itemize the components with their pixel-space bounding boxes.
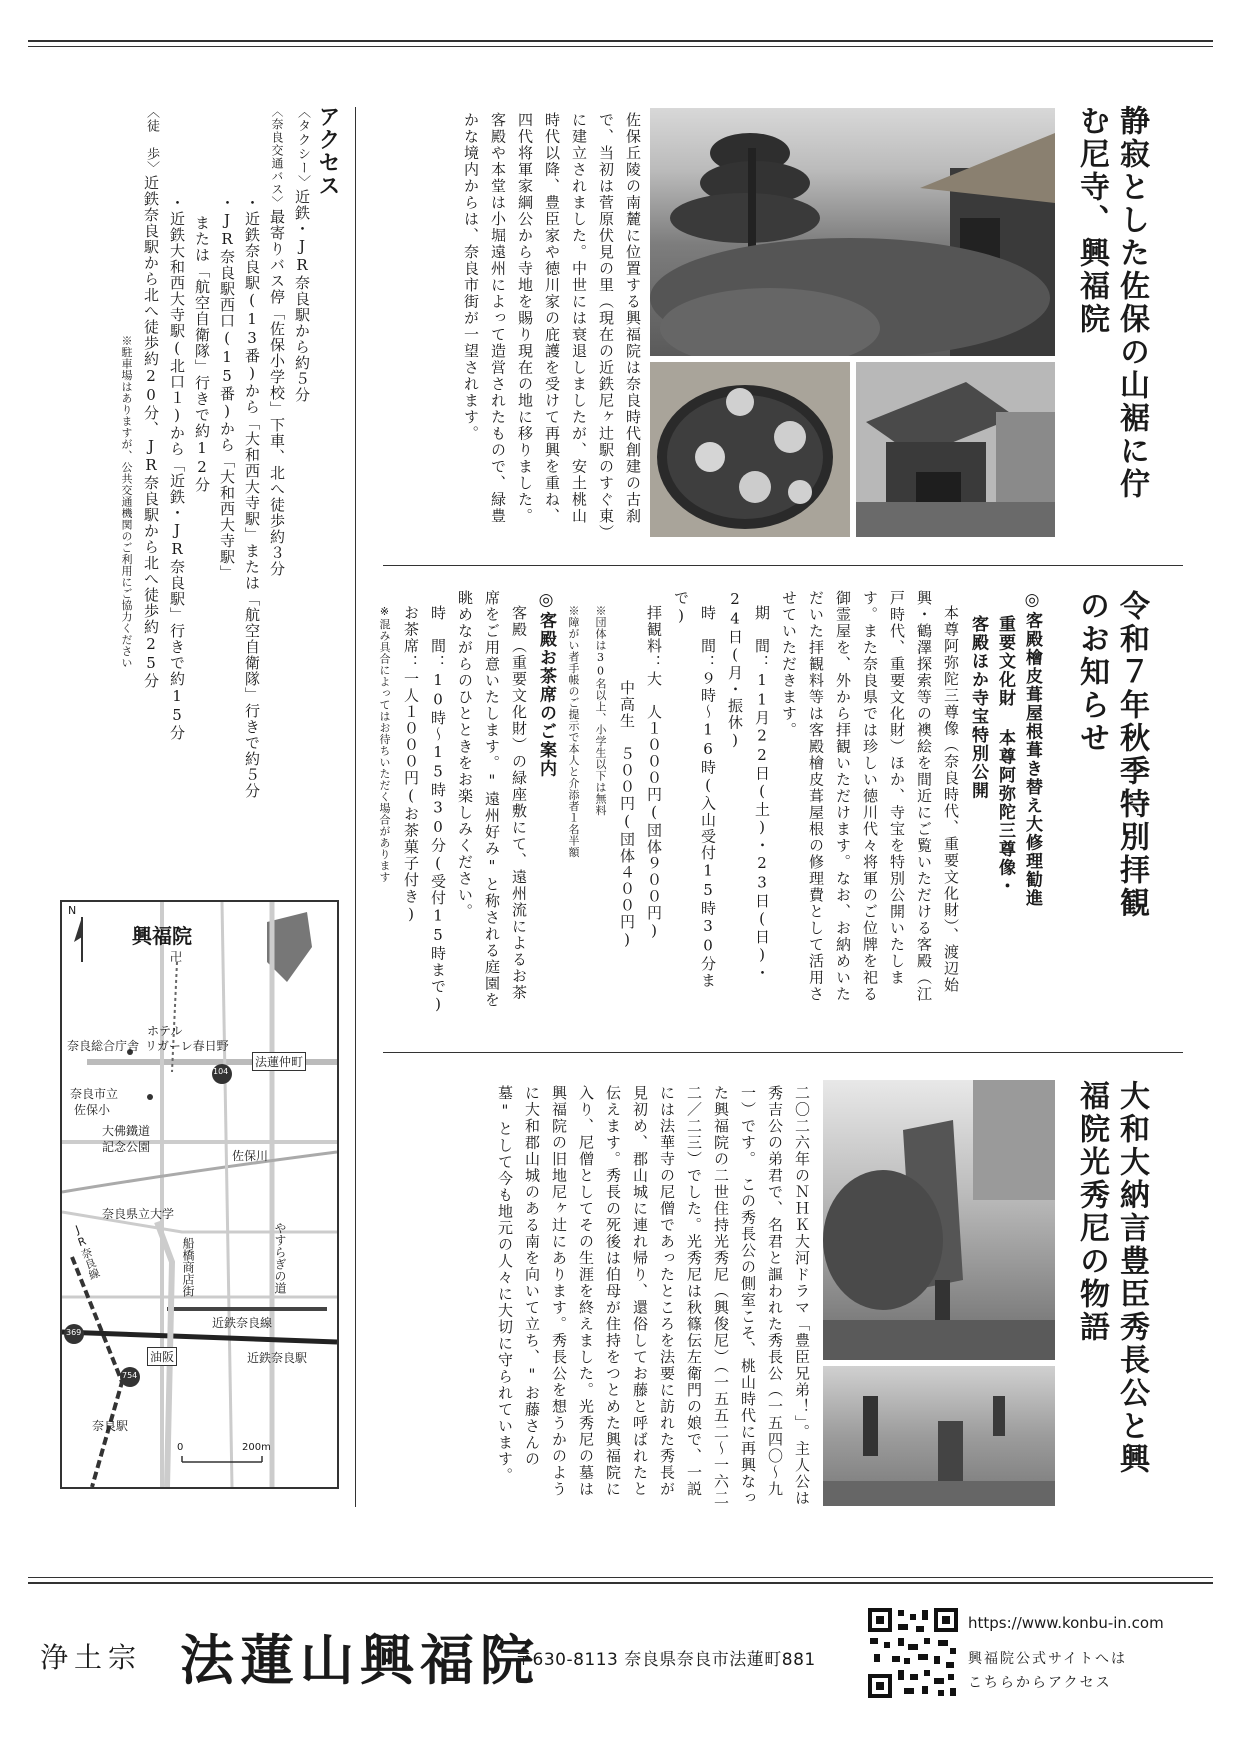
map-sahogawa: 佐保川 xyxy=(232,1149,269,1163)
garden-photo xyxy=(650,108,1055,356)
section2-fee-student: 中高生 ５００円(団体４００円) xyxy=(618,680,636,950)
map-funahashi: 船橋商店街 xyxy=(181,1237,195,1297)
qr-code[interactable] xyxy=(868,1608,958,1698)
map-road754: 754 xyxy=(122,1371,138,1380)
cemetery-photo xyxy=(823,1366,1055,1506)
map-drawing xyxy=(62,902,337,1487)
access-bus-label: 〈奈良交通バス〉 xyxy=(270,105,284,209)
map-kintetsu-line: 近鉄奈良線 xyxy=(212,1316,273,1330)
access-walk-label: 〈徒 歩〉 xyxy=(144,105,159,175)
section1-title: 静寂とした佐保の山裾に佇む尼寺、興福院 xyxy=(1074,105,1149,501)
map-saho-school2: 佐保小 xyxy=(74,1103,111,1117)
access-bus2: ・近鉄奈良駅(13番)から「大和西大寺駅」または「航空自衛隊」行きで約５分 xyxy=(243,195,261,799)
map-pref-office: 奈良総合庁舎 xyxy=(67,1039,140,1053)
access-walk: 近鉄奈良駅から北へ徒歩約20分、JR奈良駅から北へ徒歩約25分 xyxy=(142,175,160,689)
section2-body: 本尊阿弥陀三尊像（奈良時代、重要文化財）、渡辺始興・鶴澤探索等の襖絵を間近にご覧いただける客殿（江戸時代、重要文化財）ほか、寺宝を特別公開いたします。また奈良県では珍しい徳川代々将軍のご位牌を祀る御霊屋を、外から拝観いただけます。なお、お納めいただいた拝観料等は客殿檜皮葺屋根の修理費として活用させていただきます。 xyxy=(780,590,960,1003)
section2-fee-note2: ※障がい者手帳のご提示で本人と介添者１名半額 xyxy=(567,605,580,858)
grave-illustration xyxy=(823,1080,1055,1360)
map-jr-line: JR奈良線 xyxy=(69,1221,102,1282)
access-title: アクセス xyxy=(315,105,341,197)
section2-tea-fee: お茶席：一人１０００円(お茶菓子付き) xyxy=(402,605,420,925)
section2-fee-note1: ※団体は30名以上、小学生以下は無料 xyxy=(594,605,607,816)
section2-heading1: ◎客殿檜皮葺屋根葺き替え大修理勧進 xyxy=(1022,590,1042,908)
map-temple-mark: 卍 xyxy=(170,950,183,964)
section-rule-2 xyxy=(383,1052,1183,1053)
footer-site-note2: こちらからアクセス xyxy=(968,1675,1112,1691)
section2-tea-body: 客殿（重要文化財）の緑座敷にて、遠州流によるお茶席をご用意いたします。"遠州好み"と称される庭園を眺めながらのひとときをお楽しみください。 xyxy=(456,590,528,1009)
section2-tea-note: ※混み具合によってはお待ちいただく場合があります xyxy=(378,605,391,883)
section2-tea-heading: ◎客殿お茶席のご案内 xyxy=(536,590,556,778)
top-rule-2 xyxy=(28,46,1213,47)
section1-body: 佐保丘陵の南麓に位置する興福院は奈良時代創建の古刹で、当初は菅原伏見の里（現在の近鉄尼ヶ辻駅のすぐ東）に建立されました。中世には衰退しましたが、安土桃山時代以降、豊臣家や徳川家の庇護を受けて再興を重ね、四代将軍家綱公から寺地を賜り現在の地に移りました。客殿や本堂は小堀遠州によって造営されたもので、緑豊かな境内からは、奈良市街が一望されます。 xyxy=(462,112,642,534)
access-taxi: 近鉄・JR奈良駅から約５分 xyxy=(293,189,311,403)
access-bus4: または「航空自衛隊」行きで約12分 xyxy=(193,215,211,493)
section2-heading2: 重要文化財 本尊阿弥陀三尊像・ xyxy=(995,615,1015,896)
access-map xyxy=(60,900,339,1489)
access-taxi-label: 〈タクシー〉 xyxy=(295,105,310,189)
grave-photo xyxy=(823,1080,1055,1360)
footer-address: 〒630-8113 奈良県奈良市法蓮町881 xyxy=(515,1650,816,1670)
footer-url[interactable]: https://www.konbu-in.com xyxy=(968,1614,1164,1632)
bottom-rule-1 xyxy=(28,1577,1213,1578)
section2-hours: 時 間：９時〜16時(入山受付15時30分まで) xyxy=(672,590,717,989)
column-divider xyxy=(355,107,356,1507)
section2-fee-adult: 拝観料：大 人１０００円(団体９００円) xyxy=(645,605,663,941)
map-road369: 369 xyxy=(66,1328,82,1337)
map-saho-school1: 奈良市立 xyxy=(70,1087,119,1101)
map-hotel2: リガーレ春日野 xyxy=(145,1039,229,1053)
hall-photo xyxy=(856,362,1055,537)
garden-illustration xyxy=(650,108,1055,356)
access-block xyxy=(75,105,340,865)
map-daibutsu2: 記念公園 xyxy=(102,1140,151,1154)
section-rule-1 xyxy=(383,565,1183,566)
access-bus3: ・JR奈良駅西口(15番)から「大和西大寺駅」 xyxy=(218,195,236,581)
map-kintetsu-station: 近鉄奈良駅 xyxy=(247,1351,308,1365)
section2-heading3: 客殿ほか寺宝特別公開 xyxy=(968,615,988,800)
section3-body: 二〇二六年のＮＨＫ大河ドラマ「豊臣兄弟！」。主人公は秀吉公の弟君で、名君と謳われた秀長公（一五四〇〜九一）です。 この秀長公の側室こそ、桃山時代に再興なった興福院の二世住持光秀尼（興俊尼）（一五五二〜一六二二／二三）でした。光秀尼は秋篠伝左衛門の娘で、一説には法華寺の尼僧であったところを法要に訪れた秀長が見初め、郡山城に連れ帰り、還俗してお藤と呼ばれたと伝えます。秀長の死後は伯母が住持をつとめた興福院に入り、尼僧としてその生涯を終えました。光秀尼の墓は興福院の旧地尼ヶ辻にあります。秀長公を想うかのように大和郡山城のある南を向いて立ち、"お藤さんの墓"として今も地元の人々に大切に守られています。 xyxy=(496,1085,811,1507)
map-temple: 興福院 xyxy=(132,924,192,948)
access-parking-note: ※駐車場はありますが、公共交通機関のご利用にご協力ください xyxy=(120,335,133,669)
map-scale-0: 0 xyxy=(177,1442,184,1453)
footer-sect: 浄土宗 xyxy=(40,1641,143,1674)
section2-content xyxy=(378,590,1045,1015)
section2-tea-hours: 時 間：10時〜15時30分(受付15時まで) xyxy=(429,605,447,1015)
footer-name: 法蓮山興福院 xyxy=(180,1628,540,1692)
map-daibutsu1: 大佛鐵道 xyxy=(102,1124,151,1138)
map-nara-station: 奈良駅 xyxy=(92,1419,129,1433)
map-aburasaka: 油阪 xyxy=(147,1347,177,1366)
section2-period: 期 間：11月22日(土)・23日(日)・24日(月・振休) xyxy=(726,590,771,982)
bottom-rule-2 xyxy=(28,1582,1213,1584)
hall-illustration xyxy=(856,362,1055,537)
map-hotel1: ホテル xyxy=(147,1024,183,1038)
cemetery-illustration xyxy=(823,1366,1055,1506)
map-north: N xyxy=(68,904,77,917)
section3-title: 大和大納言豊臣秀長公と興福院光秀尼の物語 xyxy=(1074,1080,1149,1476)
top-rule-1 xyxy=(28,40,1213,42)
map-scale-200: 200m xyxy=(242,1442,271,1453)
map-univ: 奈良県立大学 xyxy=(102,1207,175,1221)
map-yasuragi: やすらぎの道 xyxy=(273,1222,287,1294)
access-bus1: 最寄りバス停「佐保小学校」下車、北へ徒歩約３分 xyxy=(268,209,286,577)
map-road104: 104 xyxy=(213,1067,229,1076)
footer-site-note1: 興福院公式サイトへは xyxy=(968,1651,1128,1667)
section2-title: 令和７年秋季特別拝観のお知らせ xyxy=(1074,590,1149,920)
camellia-photo xyxy=(650,362,850,537)
access-bus5: ・近鉄大和西大寺駅(北口１)から「近鉄・JR奈良駅」行きで約15分 xyxy=(168,195,186,741)
map-hasuren: 法蓮仲町 xyxy=(252,1052,306,1071)
camellia-illustration xyxy=(650,362,850,537)
